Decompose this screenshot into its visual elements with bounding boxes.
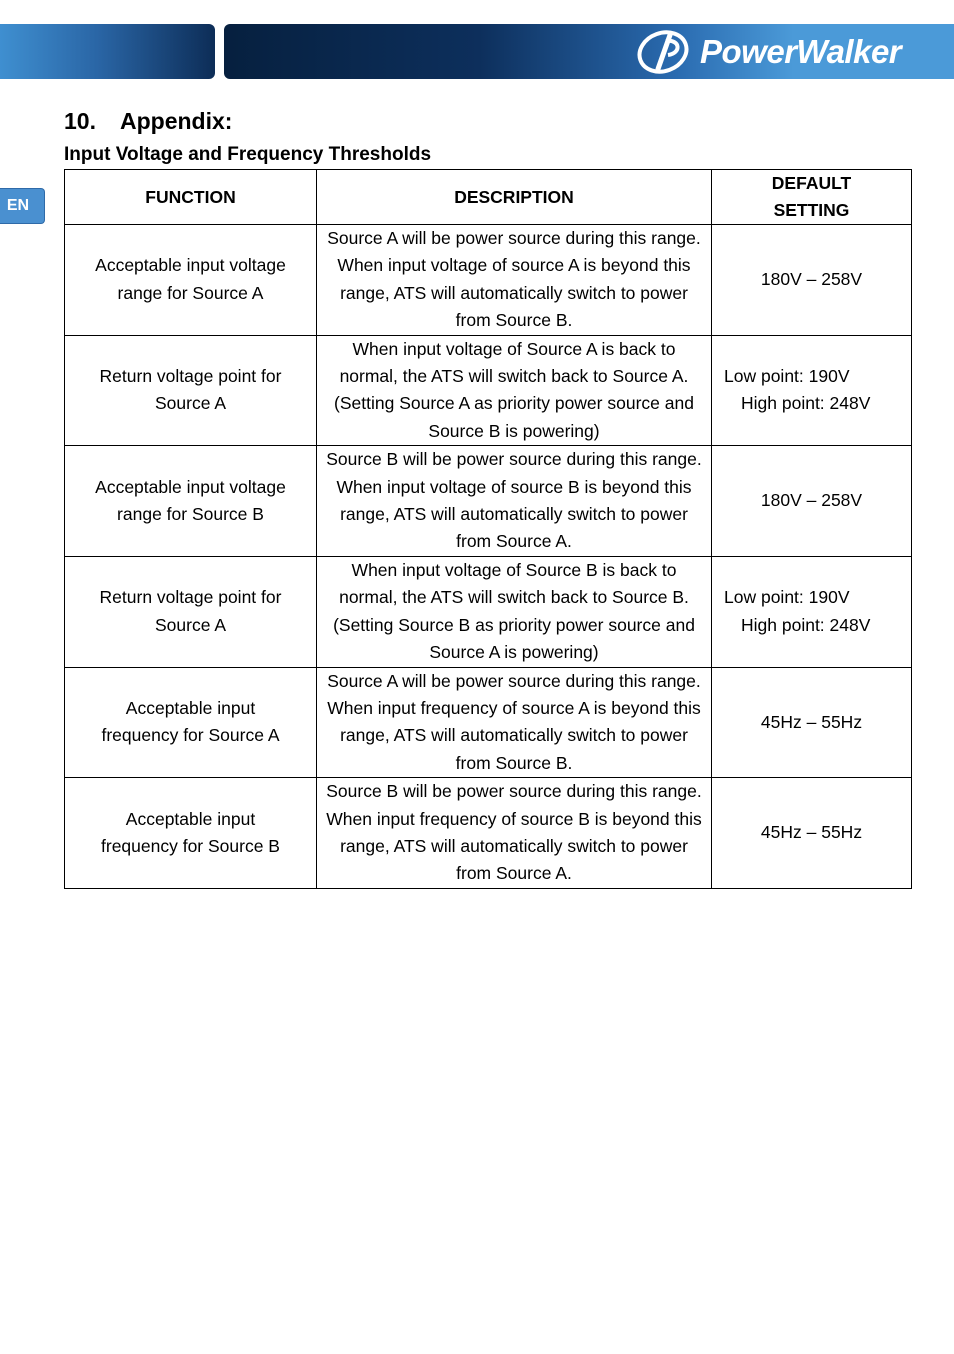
setting-cell [712,446,912,557]
description-cell: Source A will be power source during this range. When input voltage of source A is beyond this range, ATS will automatically switch to power from Source B. [317,225,712,336]
setting-cell [712,335,912,446]
setting-cell [712,556,912,667]
header-bar-left [0,24,215,79]
language-tab-en[interactable]: EN [0,188,45,224]
setting-low-point: Low point: 190V [724,366,850,387]
description-cell: When input voltage of Source B is back to normal, the ATS will switch back to Source B. (Setting Source B as priority power source and Source A is powering) [317,556,712,667]
description-cell: Source B will be power source during this range. When input voltage of source B is beyond this range, ATS will automatically switch to power from Source A. [317,446,712,557]
section-number: 10. [64,108,96,134]
header-function: FUNCTION [65,170,317,225]
function-cell: Return voltage point for Source A [65,556,317,667]
setting-value: 180V – 258V [760,269,863,290]
description-cell: When input voltage of Source A is back to normal, the ATS will switch back to Source A. (Setting Source A as priority power source and Source B is powering) [317,335,712,446]
function-cell: Acceptable input voltage range for Source A [65,225,317,336]
header-description: DESCRIPTION [317,170,712,225]
setting-cell [712,225,912,336]
setting-cell [712,778,912,889]
brand-name: PowerWalker [700,33,902,70]
table-row [65,778,912,889]
setting-value: 180V – 258V [760,490,863,511]
function-cell: Acceptable input frequency for Source A [65,667,317,778]
setting-cell [712,667,912,778]
setting-high-point: High point: 248V [741,614,871,635]
function-cell: Return voltage point for Source A [65,335,317,446]
table-row [65,556,912,667]
section-heading [64,108,232,135]
table-header-row [65,170,912,225]
function-cell: Acceptable input frequency for Source B [65,778,317,889]
table-row [65,446,912,557]
table-caption: Input Voltage and Frequency Thresholds [64,144,432,165]
table-row [65,335,912,446]
header-default-setting [712,170,912,225]
powerwalker-swirl-logo-icon [636,29,694,75]
section-title: Appendix: [120,108,233,134]
function-cell: Acceptable input voltage range for Source B [65,446,317,557]
thresholds-table [64,169,912,889]
setting-high-point: High point: 248V [741,393,871,414]
setting-value: 45Hz – 55Hz [760,711,863,732]
description-cell: Source B will be power source during this range. When input frequency of source B is beyond this range, ATS will automatically switch to power from Source A. [317,778,712,889]
setting-low-point: Low point: 190V [724,587,850,608]
table-row [65,667,912,778]
setting-value: 45Hz – 55Hz [760,822,863,843]
table-row [65,225,912,336]
description-cell: Source A will be power source during this range. When input frequency of source A is beyond this range, ATS will automatically switch to power from Source B. [317,667,712,778]
header-default-line2: SETTING [773,200,850,220]
header-default-line1: DEFAULT [771,173,852,193]
brand-logo [636,28,946,76]
